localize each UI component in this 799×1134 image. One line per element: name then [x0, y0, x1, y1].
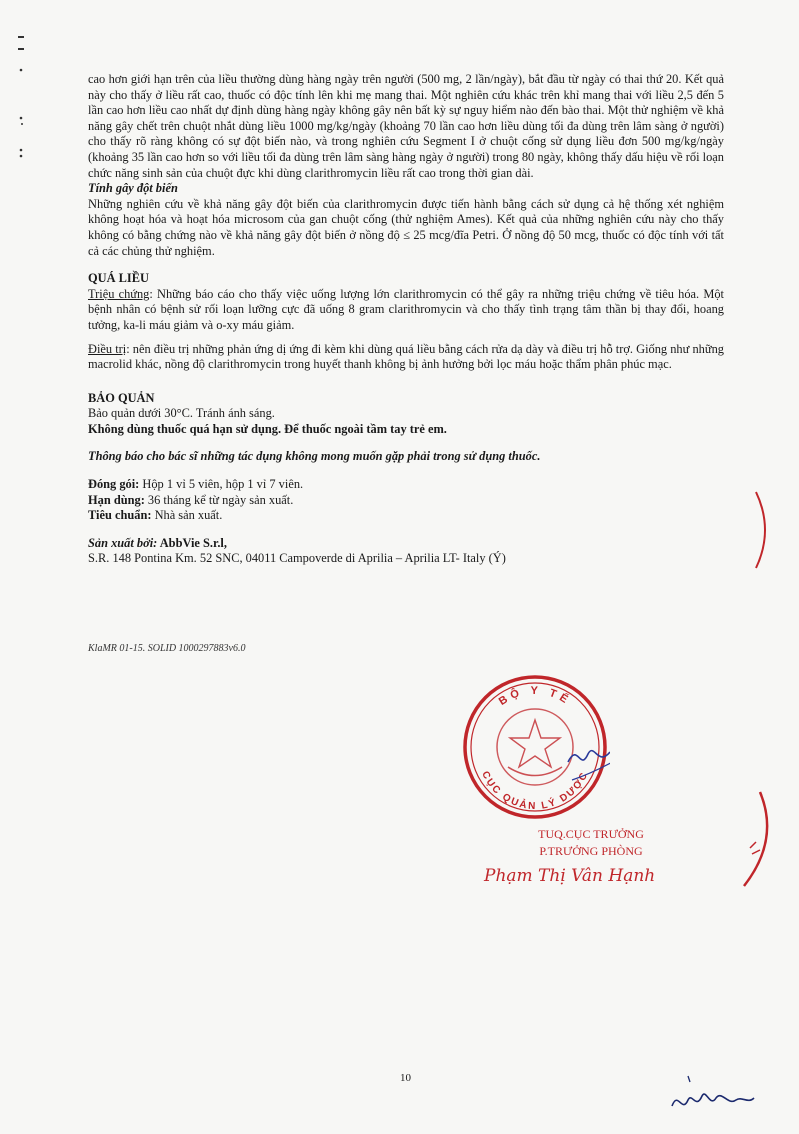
expiry-label: Hạn dùng:	[88, 492, 145, 507]
expiry-line	[88, 493, 724, 509]
mutagenicity-paragraph: Những nghiên cứu về khả năng gây đột biến của clarithromycin được tiến hành bằng cách sử dụng cả hệ thống xét nghiệm không hoạt hóa và hoạt hóa microsom của gan chuột cống (thử nghiệm Ames). Kết quả của những nghiên cứu này cho thấy không có bằng chứng nào về khả năng gây đột biến ở nồng độ ≤ 25 mcg/đĩa Petri. Ở nồng độ 50 mcg, thuốc có độc tính với tất cả các chủng thử nghiệm.	[88, 196, 724, 258]
document-body	[88, 72, 724, 567]
stamp-bottom-text: CỤC QUẢN LÝ DƯỢC	[479, 769, 591, 813]
treatment-label: Điều trị	[88, 341, 127, 356]
signature-title-line-2: P.TRƯỞNG PHÒNG	[539, 844, 643, 858]
signature-title-line-1: TUQ.CỤC TRƯỞNG	[538, 827, 644, 841]
overdose-heading: QUÁ LIỀU	[88, 271, 149, 286]
storage-warning: Không dùng thuốc quá hạn sử dụng. Để thuốc ngoài tầm tay trẻ em.	[88, 421, 447, 436]
corner-initials-signature	[668, 1070, 758, 1120]
binder-hole-marks	[14, 30, 34, 170]
storage-heading: BẢO QUẢN	[88, 390, 155, 405]
page-number: 10	[400, 1072, 411, 1084]
symptoms-label: Triệu chứng	[88, 286, 150, 301]
overdose-treatment-paragraph	[88, 342, 724, 373]
pregnancy-toxicity-paragraph: cao hơn giới hạn trên của liều thường dùng hàng ngày trên người (500 mg, 2 lần/ngày), bắt đầu từ ngày có thai thứ 20. Kết quả này cho thấy ở liều rất cao, thuốc có độc tính lên khi mẹ mang thai. Một nghiên cứu khác trên khỉ mang thai với liều 2,5 đến 5 lần cao hơn liều cao nhất dự định dùng hàng ngày không gây nên bất kỳ sự nguy hiểm nào đến bào thai. Một thử nghiệm về khả năng gây chết trên chuột nhắt dùng liều 1000 mg/kg/ngày (khoảng 70 lần cao hơn liều dùng tối đa dùng trên lâm sàng ở người) cho thấy rõ ràng không có sự đột biến nào, và trong nghiên cứu Segment I ở chuột cống sử dụng liều đơn 500 mg/kg/ngày (khoảng 35 lần cao hơn so với liều tối đa dùng trên lâm sàng hàng ngày ở người) trong 80 ngày, không thấy dấu hiệu về rối loạn chức năng sinh sản của chuột đực khi dùng clarithromycin liều rất cao trong thời gian dài.	[88, 72, 724, 180]
adverse-effects-notice: Thông báo cho bác sĩ những tác dụng không mong muốn gặp phải trong sử dụng thuốc.	[88, 449, 541, 464]
manufacturer-label: Sản xuất bởi:	[88, 535, 158, 550]
overdose-symptoms-paragraph	[88, 287, 724, 334]
expiry-text: 36 tháng kể từ ngày sản xuất.	[144, 492, 294, 507]
partial-stamp-edge-bottom	[736, 790, 776, 890]
partial-stamp-edge-top	[752, 490, 772, 570]
standard-line	[88, 508, 724, 524]
manufacturer-name: AbbVie S.r.l,	[157, 535, 227, 550]
storage-conditions: Bảo quản dưới 30°C. Tránh ánh sáng.	[88, 406, 275, 421]
document-code: KlaMR 01-15. SOLID 1000297883v6.0	[88, 643, 246, 654]
standard-text: Nhà sản xuất.	[151, 508, 223, 523]
manufacturer-address: S.R. 148 Pontina Km. 52 SNC, 04011 Campoverde di Aprilia – Aprilia LT- Italy (Ý)	[88, 551, 506, 566]
official-stamp	[460, 672, 610, 822]
manufacturer-line	[88, 536, 724, 552]
mutagenicity-heading: Tính gây đột biến	[88, 181, 178, 196]
signature-title-block	[516, 826, 666, 860]
treatment-text: : nên điều trị những phản ứng dị ứng đi kèm khi dùng quá liều bằng cách rửa dạ dày và điều trị hỗ trợ. Giống như những macrolid khác, nồng độ clarithromycin trong huyết thanh không bị ảnh hưởng bởi lọc máu hoặc thẩm phân phúc mạc.	[88, 341, 724, 372]
symptoms-text: : Những báo cáo cho thấy việc uống lượng lớn clarithromycin có thể gây ra những triệu chứng về tiêu hóa. Một bệnh nhân có bệnh sử rối loạn lưỡng cực đã uống 8 gram clarithromycin và cho thấy tình trạng tâm thần bị thay đổi, hoang tưởng, ka-li máu giảm và o-xy máu giảm.	[88, 286, 724, 332]
packaging-text: Hộp 1 vỉ 5 viên, hộp 1 vỉ 7 viên.	[139, 477, 304, 492]
packaging-label: Đóng gói:	[88, 477, 140, 492]
standard-label: Tiêu chuẩn:	[88, 508, 152, 523]
stamp-top-text: BỘ Y TẾ	[496, 684, 574, 708]
packaging-line	[88, 477, 724, 493]
signatory-name: Phạm Thị Vân Hạnh	[484, 866, 656, 886]
